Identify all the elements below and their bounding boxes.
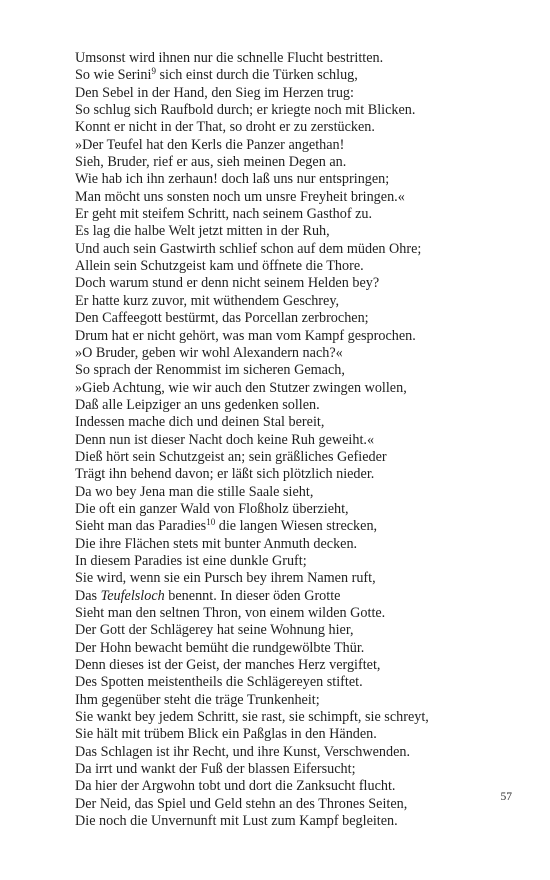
verse-line: Dieß hört sein Schutzgeist an; sein gräßliches Gefieder: [75, 448, 387, 465]
verse-line: Denn nun ist dieser Nacht doch keine Ruh geweiht.«: [75, 431, 375, 448]
verse-line: Drum hat er nicht gehört, was man vom Kampf gesprochen.: [75, 327, 416, 344]
verse-line: Den Caffeegott bestürmt, das Porcellan zerbrochen;: [75, 310, 369, 327]
verse-line: [75, 67, 525, 84]
verse-line: Es lag die halbe Welt jetzt mitten in der Ruh,: [75, 223, 330, 240]
verse-line: Der Gott der Schlägerey hat seine Wohnung hier,: [75, 622, 354, 639]
verse-line: Der Neid, das Spiel und Geld stehn an des Thrones Seiten,: [75, 795, 408, 812]
verse-line: Das Schlagen ist ihr Recht, und ihre Kunst, Verschwenden.: [75, 743, 411, 760]
verse-line: Doch warum stund er denn nicht seinem Helden bey?: [75, 275, 380, 292]
verse-line: Des Spotten meistentheils die Schlägereyen stiftet.: [75, 674, 363, 691]
verse-line: Er hatte kurz zuvor, mit wüthendem Geschrey,: [75, 292, 340, 309]
verse-line: Indessen mache dich und deinen Stal bereit,: [75, 414, 325, 431]
verse-line: Da wo bey Jena man die stille Saale sieht,: [75, 483, 314, 500]
verse-line: So sprach der Renommist im sicheren Gemach,: [75, 362, 345, 379]
verse-line: Trägt ihn behend davon; er läßt sich plötzlich nieder.: [75, 466, 375, 483]
verse-line: Umsonst wird ihnen nur die schnelle Flucht bestritten.: [75, 50, 384, 66]
verse-line: Da irrt und wankt der Fuß der blassen Eifersucht;: [75, 761, 356, 778]
footnote-marker: 9: [151, 66, 156, 77]
verse-line: Konnt er nicht in der That, so droht er zu zerstücken.: [75, 119, 375, 136]
verse-line: Wie hab ich ihn zerhaun! doch laß uns nur entspringen;: [75, 171, 390, 188]
verse-line: Er geht mit steifem Schritt, nach seinem Gasthof zu.: [75, 206, 373, 223]
verse-line-text: die langen Wiesen strecken,: [215, 518, 378, 535]
verse-line: Die oft ein ganzer Wald von Floßholz überzieht,: [75, 500, 349, 517]
verse-line-text: sich einst durch die Türken schlug,: [155, 67, 358, 84]
verse-line: Die noch die Unvernunft mit Lust zum Kampf begleiten.: [75, 813, 398, 830]
verse-line: Sieht man den seltnen Thron, von einem wilden Gotte.: [75, 605, 386, 621]
verse-line: »Gieb Achtung, wie wir auch den Stutzer zwingen wollen,: [75, 379, 407, 396]
poem-text: [75, 50, 525, 830]
verse-line: [75, 588, 525, 605]
verse-line: Denn dieses ist der Geist, der manches Herz vergiftet,: [75, 657, 381, 674]
italic-term: Teufelsloch: [100, 587, 165, 604]
verse-line: Sie hält mit trübem Blick ein Paßglas in den Händen.: [75, 726, 377, 743]
page-number: 57: [500, 791, 512, 803]
verse-line: Man möcht uns sonsten noch um unsre Freyheit bringen.«: [75, 188, 405, 205]
verse-line: Sieh, Bruder, rief er aus, sieh meinen Degen an.: [75, 154, 347, 171]
verse-line-text: So wie Serini: [75, 67, 152, 84]
verse-line: Der Hohn bewacht bemüht die rundgewölbte Thür.: [75, 639, 365, 656]
verse-line: »O Bruder, geben wir wohl Alexandern nach?«: [75, 344, 343, 361]
verse-line: In diesem Paradies ist eine dunkle Gruft;: [75, 552, 307, 569]
verse-line: Sie wankt bey jedem Schritt, sie rast, sie schimpft, sie schreyt,: [75, 709, 429, 726]
verse-line-text: Das: [75, 587, 101, 604]
verse-line: Die ihre Flächen stets mit bunter Anmuth decken.: [75, 535, 358, 552]
verse-line: Da hier der Argwohn tobt und dort die Zanksucht flucht.: [75, 778, 396, 795]
verse-line: »Der Teufel hat den Kerls die Panzer angethan!: [75, 136, 345, 153]
verse-line: So schlug sich Raufbold durch; er kriegte noch mit Blicken.: [75, 102, 416, 119]
verse-line-text: Sieht man das Paradies: [75, 518, 207, 535]
footnote-marker: 10: [206, 517, 216, 528]
verse-line: Sie wird, wenn sie ein Pursch bey ihrem Namen ruft,: [75, 570, 376, 587]
verse-line: Und auch sein Gastwirth schlief schon auf dem müden Ohre;: [75, 240, 422, 257]
verse-line-text: benennt. In dieser öden Grotte: [164, 587, 341, 604]
verse-line: Allein sein Schutzgeist kam und öffnete die Thore.: [75, 258, 364, 275]
verse-line: Den Sebel in der Hand, den Sieg im Herzen trug:: [75, 84, 354, 101]
verse-line: [75, 518, 525, 535]
verse-line: Ihm gegenüber steht die träge Trunkenheit;: [75, 691, 320, 708]
verse-line: Daß alle Leipziger an uns gedenken sollen.: [75, 396, 320, 413]
